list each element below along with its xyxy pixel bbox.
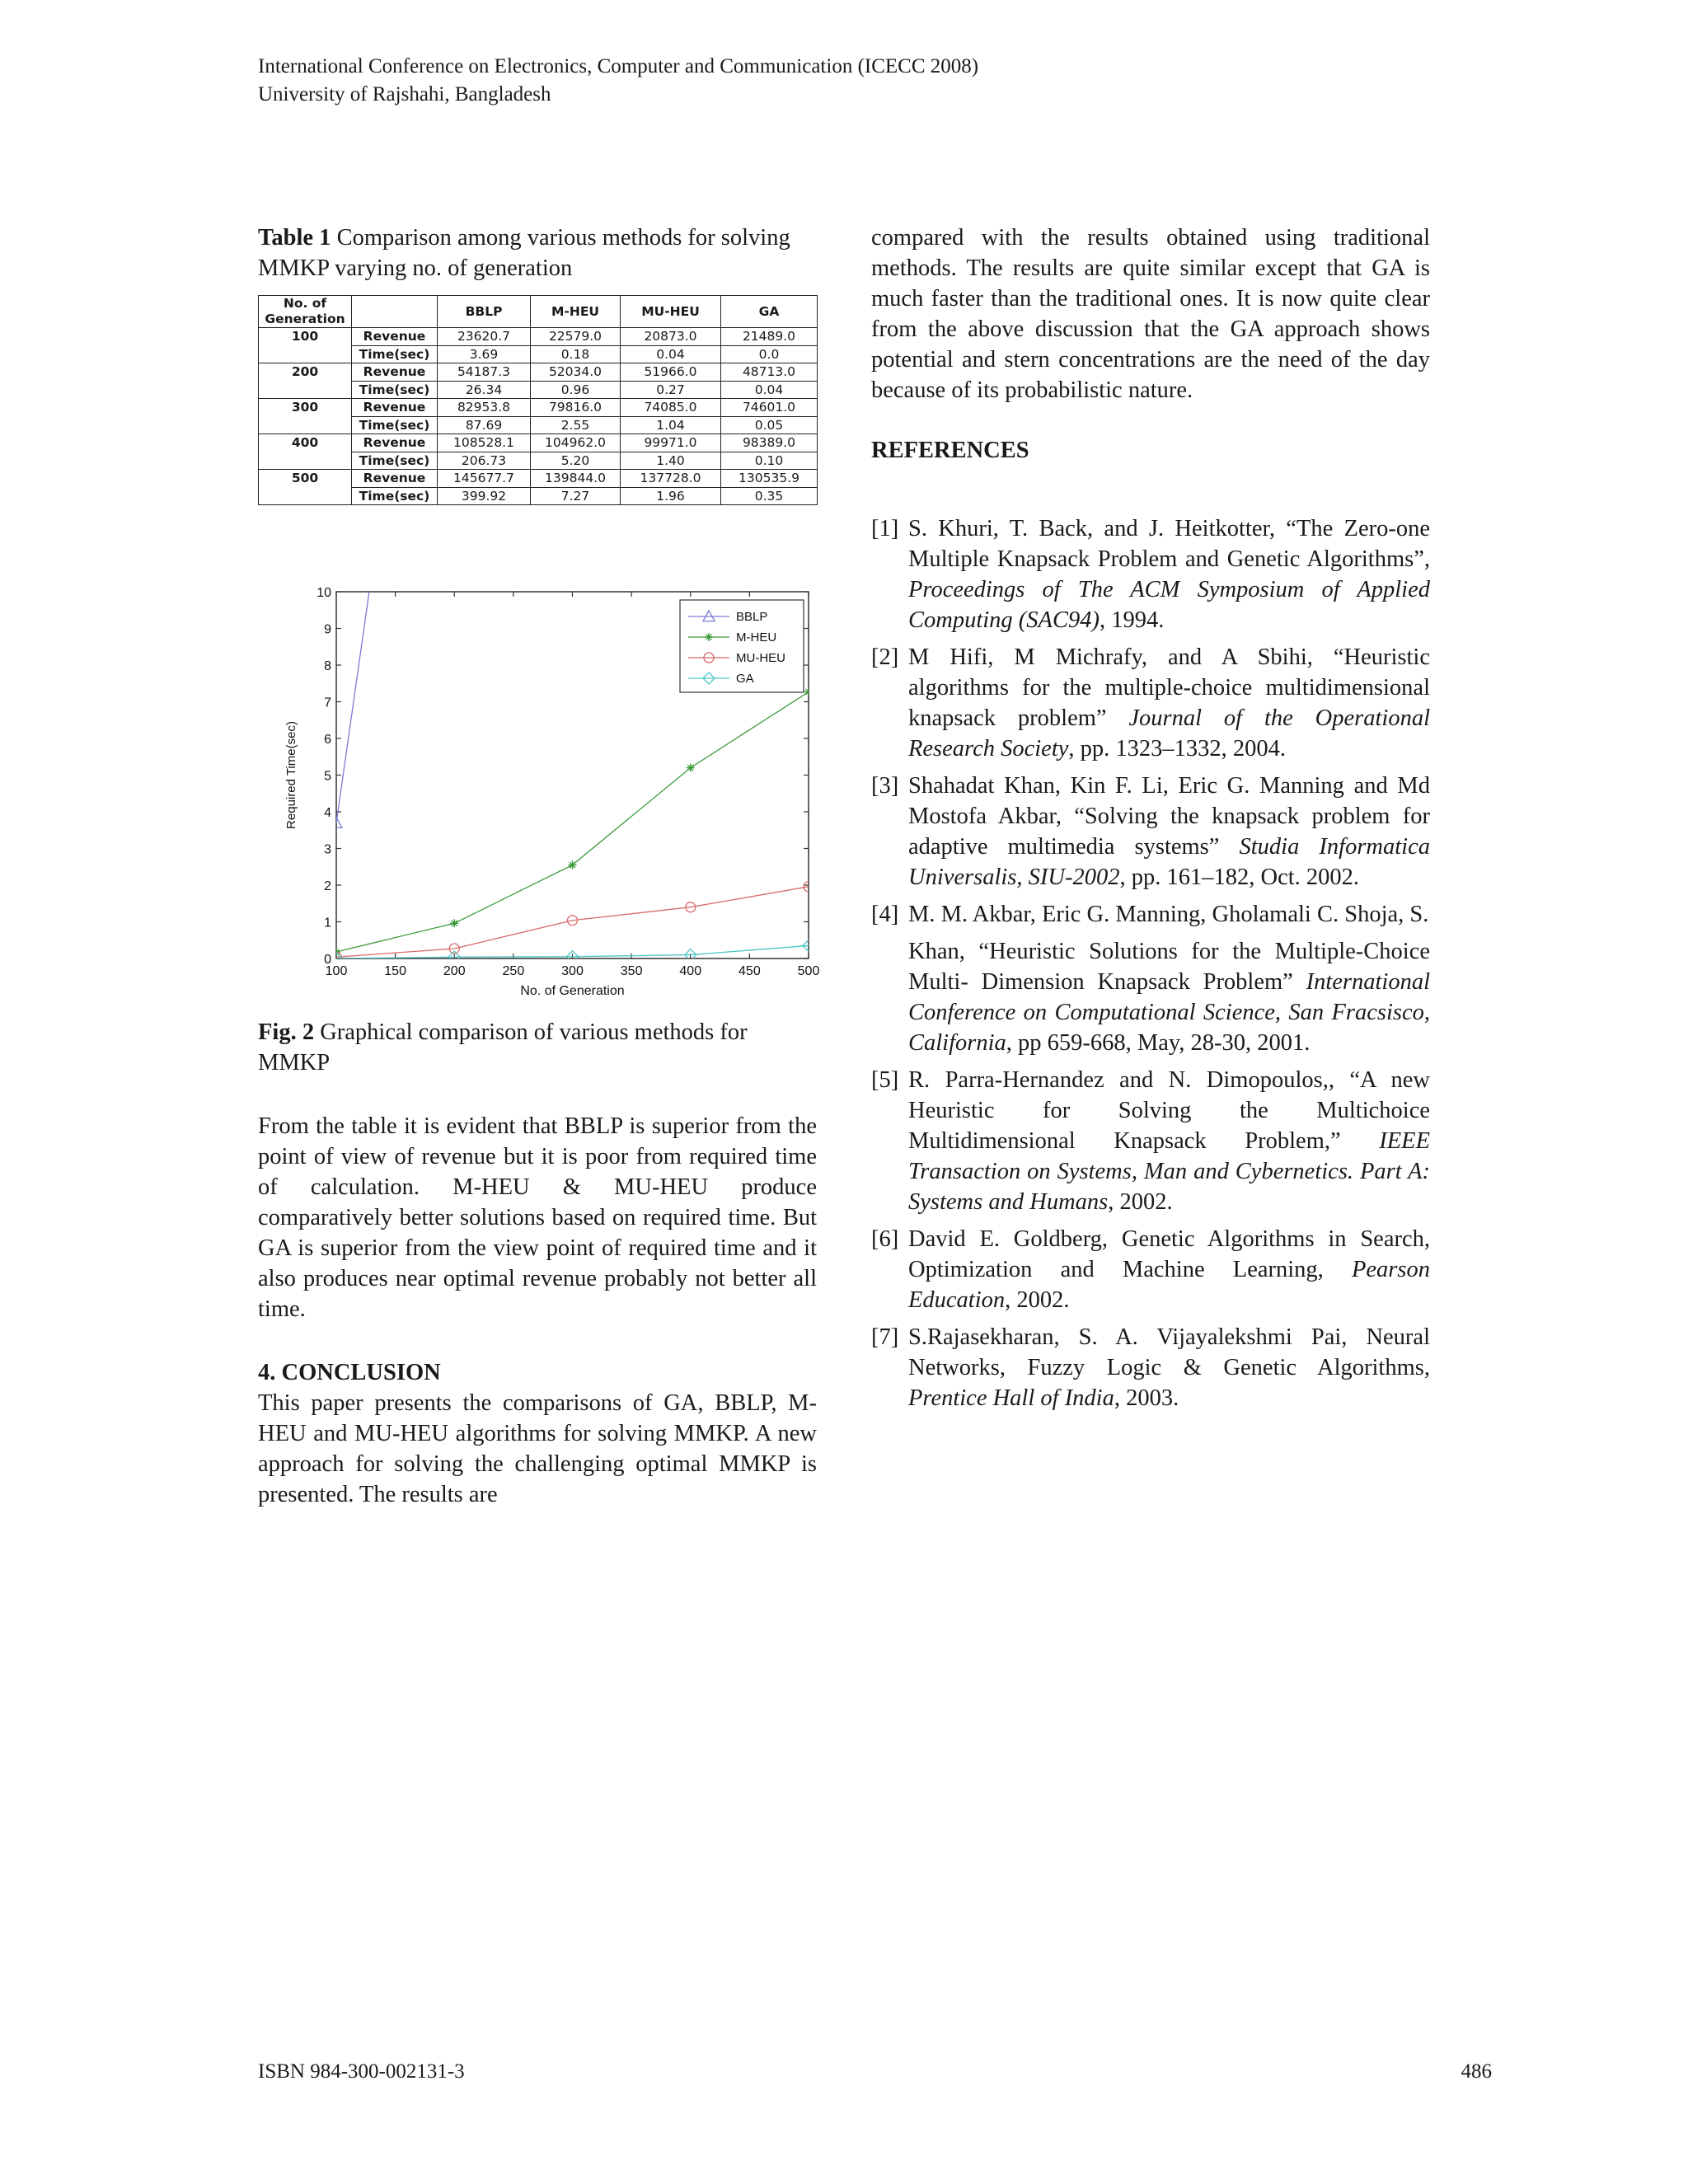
table-cell: 82953.8 (438, 399, 531, 417)
legend (680, 600, 804, 692)
reference-source: Prentice Hall of India (908, 1385, 1114, 1411)
reference-text: R. Parra-Hernandez and N. Dimopoulos,, “A new Heuristic for Solving the Multichoice Multidimensional Knapsack Problem,” (908, 1067, 1430, 1154)
table-cell: 399.92 (438, 487, 531, 505)
data-point (450, 919, 458, 927)
table-cell: 145677.7 (438, 470, 531, 488)
y-tick-label: 6 (324, 733, 331, 747)
generation-cell: 400 (259, 434, 352, 470)
data-point (804, 687, 813, 696)
right-column (871, 223, 1430, 1420)
col-header: M-HEU (531, 296, 621, 328)
generation-cell: 100 (259, 328, 352, 363)
reference-text: , 2002. (1108, 1189, 1173, 1215)
table-cell: 1.96 (621, 487, 721, 505)
metric-label: Revenue (352, 328, 438, 346)
header-conference: International Conference on Electronics, Computer and Communication (ICECC 2008) (258, 55, 979, 77)
table-cell: 79816.0 (531, 399, 621, 417)
metric-label: Revenue (352, 434, 438, 452)
x-tick-label: 350 (620, 964, 643, 978)
left-column (258, 223, 820, 1510)
metric-label: Time(sec) (352, 487, 438, 505)
reference-text: , 1994. (1099, 607, 1165, 633)
y-tick-label: 3 (324, 842, 331, 857)
reference-number: [6] (871, 1226, 899, 1252)
series-mu-heu (331, 882, 814, 962)
reference-item (871, 1224, 1430, 1315)
x-tick-label: 400 (679, 964, 702, 978)
reference-text: Shahadat Khan, Kin F. Li, Eric G. Manning and Md Mostofa Akbar, “Solving the knapsack problem for adaptive multimedia systems” (908, 773, 1430, 860)
header-university: University of Rajshahi, Bangladesh (258, 83, 551, 105)
y-tick-label: 8 (324, 659, 331, 673)
reference-number: [4] (871, 902, 899, 927)
table-cell: 99971.0 (621, 434, 721, 452)
reference-text: M. M. Akbar, Eric G. Manning, Gholamali C. Shoja, S. (908, 902, 1429, 927)
reference-number: [5] (871, 1067, 899, 1093)
table-cell: 52034.0 (531, 363, 621, 382)
y-tick-label: 4 (324, 806, 331, 820)
col-header: No. of Generation (259, 296, 352, 328)
data-point (569, 861, 577, 869)
reference-text: , 2002. (1005, 1287, 1070, 1313)
table-cell: 104962.0 (531, 434, 621, 452)
generation-cell: 200 (259, 363, 352, 399)
legend-label: M-HEU (736, 630, 777, 644)
data-point (705, 633, 713, 641)
reference-number: [2] (871, 644, 899, 670)
metric-label: Revenue (352, 363, 438, 382)
reference-text: , pp 659-668, May, 28-30, 2001. (1006, 1030, 1311, 1056)
table-cell: 3.69 (438, 345, 531, 363)
table-cell: 137728.0 (621, 470, 721, 488)
y-tick-label: 7 (324, 696, 331, 710)
reference-item (871, 1322, 1430, 1413)
y-tick-label: 10 (316, 586, 331, 600)
reference-source: Proceedings of The ACM Symposium of Applied Computing (SAC94) (908, 577, 1430, 633)
y-tick-label: 0 (324, 953, 331, 967)
reference-text: , pp. 1323–1332, 2004. (1068, 736, 1287, 762)
col-header: MU-HEU (621, 296, 721, 328)
reference-number: [7] (871, 1324, 899, 1350)
table-cell: 51966.0 (621, 363, 721, 382)
data-point (687, 764, 695, 772)
x-tick-label: 500 (797, 964, 820, 978)
line-chart (258, 583, 820, 1004)
table-body (259, 328, 818, 505)
continued-paragraph: compared with the results obtained using traditional methods. The results are quite similar except that GA is much faster than the traditional ones. It is now quite clear from the above discussion that the GA approach shows potential and stern concentrations are the need of the day because of its probabilistic nature. (871, 225, 1430, 403)
conclusion-title: 4. CONCLUSION (258, 1360, 441, 1385)
y-axis-label: Required Time(sec) (284, 721, 298, 829)
conclusion-text: This paper presents the comparisons of GA, BBLP, M-HEU and MU-HEU algorithms for solving MMKP. A new approach for solving the challenging optimal MMKP is presented. The results are (258, 1390, 817, 1507)
footer-page-number: 486 (1461, 2060, 1492, 2083)
table-cell: 22579.0 (531, 328, 621, 346)
table-cell: 108528.1 (438, 434, 531, 452)
legend-label: MU-HEU (736, 651, 785, 665)
footer-isbn: ISBN 984-300-002131-3 (258, 2060, 465, 2083)
figure-chart (258, 583, 820, 1004)
table-header-row (259, 296, 818, 328)
metric-label: Time(sec) (352, 452, 438, 470)
figure-caption-text: Graphical comparison of various methods for MMKP (258, 1019, 748, 1076)
table-cell: 74085.0 (621, 399, 721, 417)
table-cell: 139844.0 (531, 470, 621, 488)
metric-label: Time(sec) (352, 416, 438, 434)
table-row (259, 328, 818, 346)
generation-cell: 500 (259, 470, 352, 505)
metric-label: Revenue (352, 470, 438, 488)
metric-label: Revenue (352, 399, 438, 417)
page-header (258, 53, 978, 109)
references-title: REFERENCES (871, 438, 1029, 463)
table-caption-text: Comparison among various methods for solving MMKP varying no. of generation (258, 225, 790, 281)
table-cell: 0.35 (721, 487, 818, 505)
table-cell: 0.27 (621, 381, 721, 399)
reference-continuation (908, 936, 1430, 1058)
table-cell: 0.10 (721, 452, 818, 470)
reference-text: S. Khuri, T. Back, and J. Heitkotter, “The Zero-one Multiple Knapsack Problem and Genetic Algorithms”, (908, 516, 1430, 572)
legend-label: BBLP (736, 610, 768, 624)
series-line (336, 887, 809, 957)
reference-number: [1] (871, 516, 899, 541)
table-row (259, 470, 818, 488)
x-tick-label: 150 (384, 964, 406, 978)
reference-source: Studia Informatica Universalis, SIU-2002 (908, 834, 1430, 890)
table-row (259, 434, 818, 452)
legend-label: GA (736, 672, 754, 686)
table-cell: 0.05 (721, 416, 818, 434)
col-header: BBLP (438, 296, 531, 328)
results-table (258, 295, 818, 505)
discussion-paragraph: From the table it is evident that BBLP is superior from the point of view of revenue but it is poor from required time of calculation. M-HEU & MU-HEU produce comparatively better solutions based on required time. But GA is superior from the view point of required time and it also produces near optimal revenue probably not better all time. (258, 1113, 817, 1322)
reference-text: Khan, “Heuristic Solutions for the Multiple-Choice Multi- Dimension Knapsack Problem” (908, 939, 1430, 995)
reference-source: Pearson Education (908, 1257, 1430, 1313)
table-cell: 2.55 (531, 416, 621, 434)
table-cell: 0.04 (621, 345, 721, 363)
table-cell: 5.20 (531, 452, 621, 470)
table-caption (258, 223, 817, 284)
table-cell: 74601.0 (721, 399, 818, 417)
reference-text: David E. Goldberg, Genetic Algorithms in Search, Optimization and Machine Learning, (908, 1226, 1430, 1282)
reference-number: [3] (871, 773, 899, 799)
table-cell: 7.27 (531, 487, 621, 505)
table-cell: 206.73 (438, 452, 531, 470)
table-caption-label: Table 1 (258, 225, 331, 251)
x-tick-label: 250 (502, 964, 525, 978)
table-cell: 1.40 (621, 452, 721, 470)
reference-item (871, 513, 1430, 635)
x-tick-label: 300 (561, 964, 584, 978)
reference-item (871, 642, 1430, 764)
series-line (336, 691, 809, 952)
x-tick-label: 450 (738, 964, 761, 978)
x-tick-label: 100 (325, 964, 348, 978)
table-cell: 1.04 (621, 416, 721, 434)
y-tick-label: 5 (324, 769, 331, 784)
table-cell: 130535.9 (721, 470, 818, 488)
reference-text: M Hifi, M Michrafy, and A Sbihi, “Heuristic algorithms for the multiple-choice multidimensional knapsack problem” (908, 644, 1430, 731)
y-tick-label: 2 (324, 879, 331, 893)
col-header (352, 296, 438, 328)
reference-source: International Conference on Computational Science, San Fracsisco, California (908, 969, 1430, 1056)
x-axis-label: No. of Generation (520, 984, 625, 998)
reference-source: Journal of the Operational Research Society (908, 705, 1430, 762)
reference-item (871, 899, 1430, 1058)
generation-cell: 300 (259, 399, 352, 434)
reference-source: IEEE Transaction on Systems, Man and Cybernetics. Part A: Systems and Humans (908, 1128, 1430, 1215)
reference-item (871, 771, 1430, 893)
table-row (259, 363, 818, 382)
reference-text: , pp. 161–182, Oct. 2002. (1119, 865, 1360, 890)
figure-caption (258, 1017, 817, 1078)
reference-text: , 2003. (1114, 1385, 1179, 1411)
table-cell: 54187.3 (438, 363, 531, 382)
y-tick-label: 1 (324, 916, 331, 930)
reference-item (871, 1065, 1430, 1217)
table-cell: 0.0 (721, 345, 818, 363)
table-row (259, 399, 818, 417)
table-cell: 87.69 (438, 416, 531, 434)
table-cell: 23620.7 (438, 328, 531, 346)
x-tick-label: 200 (443, 964, 466, 978)
table-cell: 0.04 (721, 381, 818, 399)
reference-text: S.Rajasekharan, S. A. Vijayalekshmi Pai, Neural Networks, Fuzzy Logic & Genetic Algorithms, (908, 1324, 1430, 1380)
table-cell: 0.96 (531, 381, 621, 399)
metric-label: Time(sec) (352, 345, 438, 363)
table-cell: 21489.0 (721, 328, 818, 346)
table-cell: 26.34 (438, 381, 531, 399)
table-cell: 0.18 (531, 345, 621, 363)
table-cell: 20873.0 (621, 328, 721, 346)
table-cell: 98389.0 (721, 434, 818, 452)
table-cell: 48713.0 (721, 363, 818, 382)
figure-caption-label: Fig. 2 (258, 1019, 315, 1045)
y-tick-label: 9 (324, 622, 331, 637)
references-list (871, 513, 1430, 1413)
metric-label: Time(sec) (352, 381, 438, 399)
col-header: GA (721, 296, 818, 328)
